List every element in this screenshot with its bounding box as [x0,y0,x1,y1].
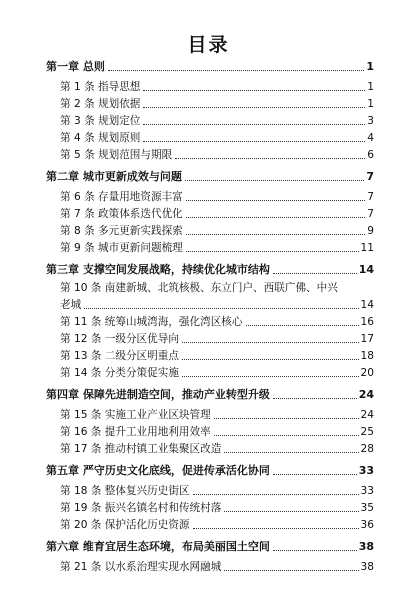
toc-article-8[interactable] [60,224,374,238]
page-number: 7 [367,191,374,203]
page-number: 18 [360,350,374,362]
article-label: 第 18 条 整体复兴历史街区 [60,485,190,497]
chapter-label: 第四章 保障先进制造空间，推动产业转型升级 [46,388,270,401]
page-number: 35 [360,502,374,514]
chapter-label: 第二章 城市更新成效与问题 [46,170,182,183]
toc-article-21[interactable] [60,560,374,574]
toc-article-12[interactable] [60,332,374,346]
chapter-label: 第五章 严守历史文化底线，促进传承活化协同 [46,464,270,477]
toc-article-10[interactable] [60,298,374,312]
dot-leader [214,435,359,436]
page-number: 14 [358,263,374,276]
page-number: 36 [360,519,374,531]
article-label: 第 14 条 分类分策促实施 [60,367,179,379]
page-number: 28 [360,443,374,455]
toc-article-10-line1[interactable]: 第 10 条 南建新城、北筑核极、东立门户、西联广佛、中兴 [60,282,338,294]
article-label: 第 19 条 振兴名镇名村和传统村落 [60,502,222,514]
toc-chapter-6[interactable] [46,540,374,554]
page-number: 1 [367,81,374,93]
dot-leader [143,107,365,108]
toc-article-1[interactable] [60,80,374,94]
page-number: 6 [367,149,374,161]
article-label: 第 7 条 政策体系迭代优化 [60,208,183,220]
article-label: 第 15 条 实施工业产业区块管理 [60,409,211,421]
article-label: 第 6 条 存量用地资源丰富 [60,191,183,203]
article-label: 第 11 条 统筹山城湾海，强化湾区核心 [60,316,243,328]
dot-leader [224,570,358,571]
dot-leader [246,325,359,326]
toc-chapter-5[interactable] [46,464,374,478]
toc-article-9[interactable] [60,241,374,255]
page-number: 33 [360,485,374,497]
article-label: 第 21 条 以水系治理实现水网融城 [60,561,222,573]
article-label: 第 17 条 推动村镇工业集聚区改造 [60,443,222,455]
toc-article-4[interactable] [60,131,374,145]
dot-leader [273,398,357,399]
toc-article-19[interactable] [60,501,374,515]
chapter-label: 第六章 维育宜居生态环境，布局美丽国土空间 [46,540,270,553]
article-label: 第 5 条 规划范围与期限 [60,149,173,161]
page-number: 9 [367,225,374,237]
article-label: 第 20 条 保护活化历史资源 [60,519,190,531]
article-label: 第 8 条 多元更新实践探索 [60,225,183,237]
dot-leader [182,376,359,377]
toc-article-3[interactable] [60,114,374,128]
dot-leader [273,474,357,475]
page-number: 11 [360,242,374,254]
dot-leader [186,217,365,218]
toc-article-15[interactable] [60,408,374,422]
article-label: 老城 [60,299,82,311]
article-label: 第 4 条 规划原则 [60,132,141,144]
page-number: 14 [360,299,374,311]
page-number: 1 [366,60,374,73]
toc-title: 目录 [187,34,230,56]
dot-leader [175,158,365,159]
toc-article-2[interactable] [60,97,374,111]
article-label: 第 12 条 一级分区优导向 [60,333,179,345]
toc-article-16[interactable] [60,425,374,439]
toc-article-17[interactable] [60,442,374,456]
dot-leader [224,452,358,453]
chapter-label: 第三章 支撑空间发展战略，持续优化城市结构 [46,263,270,276]
page-number: 3 [367,115,374,127]
toc-chapter-1[interactable] [46,60,374,74]
dot-leader [224,511,358,512]
dot-leader [84,308,358,309]
page-number: 16 [360,316,374,328]
dot-leader [193,528,359,529]
toc-article-5[interactable] [60,148,374,162]
dot-leader [185,180,365,181]
dot-leader [186,251,359,252]
page-number: 7 [367,208,374,220]
dot-leader [182,342,359,343]
article-label: 第 1 条 指导思想 [60,81,141,93]
page-number: 24 [358,388,374,401]
toc-article-7[interactable] [60,207,374,221]
dot-leader [193,494,359,495]
page-number: 38 [358,540,374,553]
dot-leader [273,550,357,551]
dot-leader [143,90,365,91]
dot-leader [108,70,365,71]
dot-leader [186,200,365,201]
article-label: 第 3 条 规划定位 [60,115,141,127]
article-label: 第 13 条 二级分区明重点 [60,350,179,362]
toc-article-20[interactable] [60,518,374,532]
page-number: 33 [358,464,374,477]
page-number: 17 [360,333,374,345]
dot-leader [273,273,357,274]
page-number: 1 [367,98,374,110]
page-number: 38 [360,561,374,573]
dot-leader [143,141,365,142]
toc-chapter-3[interactable] [46,263,374,277]
page-number: 24 [360,409,374,421]
page-number: 25 [360,426,374,438]
toc-article-6[interactable] [60,190,374,204]
dot-leader [214,418,359,419]
toc-article-18[interactable] [60,484,374,498]
toc-article-13[interactable] [60,349,374,363]
article-label: 第 2 条 规划依据 [60,98,141,110]
page-number: 7 [366,170,374,183]
toc-article-14[interactable] [60,366,374,380]
dot-leader [143,124,365,125]
page-number: 20 [360,367,374,379]
article-label: 第 16 条 提升工业用地利用效率 [60,426,211,438]
toc-article-11[interactable] [60,315,374,329]
dot-leader [186,234,365,235]
toc-chapter-2[interactable] [46,170,374,184]
toc-chapter-4[interactable] [46,388,374,402]
page-number: 4 [367,132,374,144]
dot-leader [182,359,359,360]
chapter-label: 第一章 总则 [46,60,105,73]
article-label: 第 9 条 城市更新问题梳理 [60,242,183,254]
